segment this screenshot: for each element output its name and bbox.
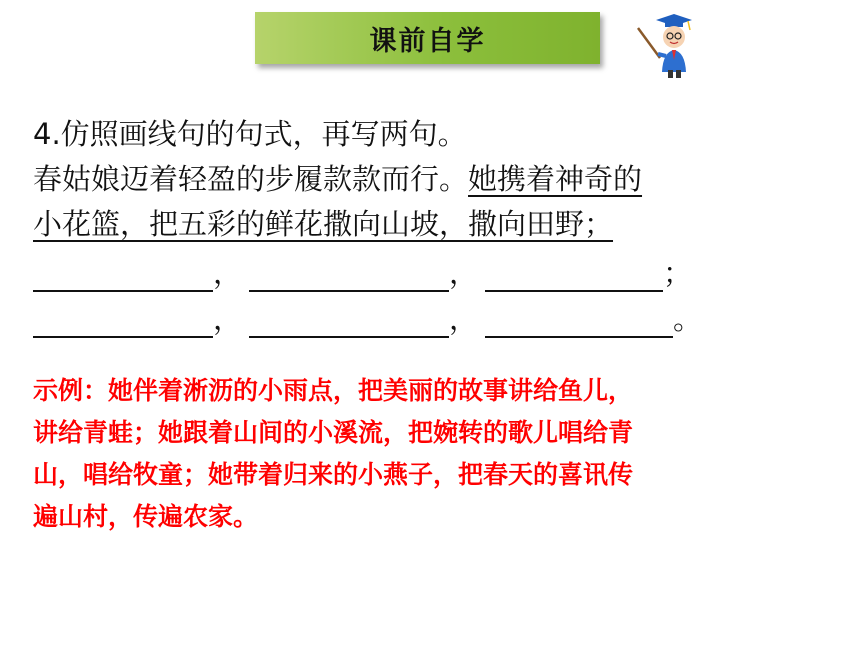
teacher-mascot-icon bbox=[630, 10, 700, 80]
section-title: 课前自学 bbox=[369, 25, 486, 57]
fill-in-row-2 bbox=[33, 298, 702, 338]
question-sentence-line bbox=[33, 157, 843, 202]
underlined-sentence-part2: 小花篮，把五彩的鲜花撒向山坡，撒向田野； bbox=[33, 207, 614, 241]
blank-separator: ， bbox=[213, 256, 243, 290]
section-banner bbox=[255, 12, 600, 64]
blank-row-end-punct: ； bbox=[663, 256, 693, 290]
fill-blank[interactable] bbox=[249, 264, 449, 292]
question-block bbox=[33, 112, 843, 247]
fill-in-row-1 bbox=[33, 252, 692, 292]
question-plain-text: 春姑娘迈着轻盈的步履款款而行。 bbox=[33, 162, 469, 196]
fill-blank[interactable] bbox=[33, 310, 213, 338]
question-sentence-line-2 bbox=[33, 202, 843, 247]
sample-answer bbox=[33, 370, 845, 538]
fill-blank[interactable] bbox=[33, 264, 213, 292]
blank-separator: ， bbox=[449, 302, 479, 336]
blank-row-end-punct: 。 bbox=[673, 302, 703, 336]
answer-line: 山，唱给牧童；她带着归来的小燕子，把春天的喜讯传 bbox=[33, 460, 634, 489]
question-prompt: 4.仿照画线句的句式，再写两句。 bbox=[33, 117, 467, 151]
answer-line: 示例：她伴着淅沥的小雨点，把美丽的故事讲给鱼儿， bbox=[33, 376, 634, 405]
blank-separator: ， bbox=[449, 256, 479, 290]
fill-blank[interactable] bbox=[249, 310, 449, 338]
underlined-sentence-part1: 她携着神奇的 bbox=[468, 162, 643, 196]
answer-line: 讲给青蛙；她跟着山间的小溪流，把婉转的歌儿唱给青 bbox=[33, 418, 634, 447]
blank-separator: ， bbox=[213, 302, 243, 336]
answer-line: 遍山村，传遍农家。 bbox=[33, 502, 259, 531]
fill-blank[interactable] bbox=[485, 310, 673, 338]
fill-blank[interactable] bbox=[485, 264, 663, 292]
